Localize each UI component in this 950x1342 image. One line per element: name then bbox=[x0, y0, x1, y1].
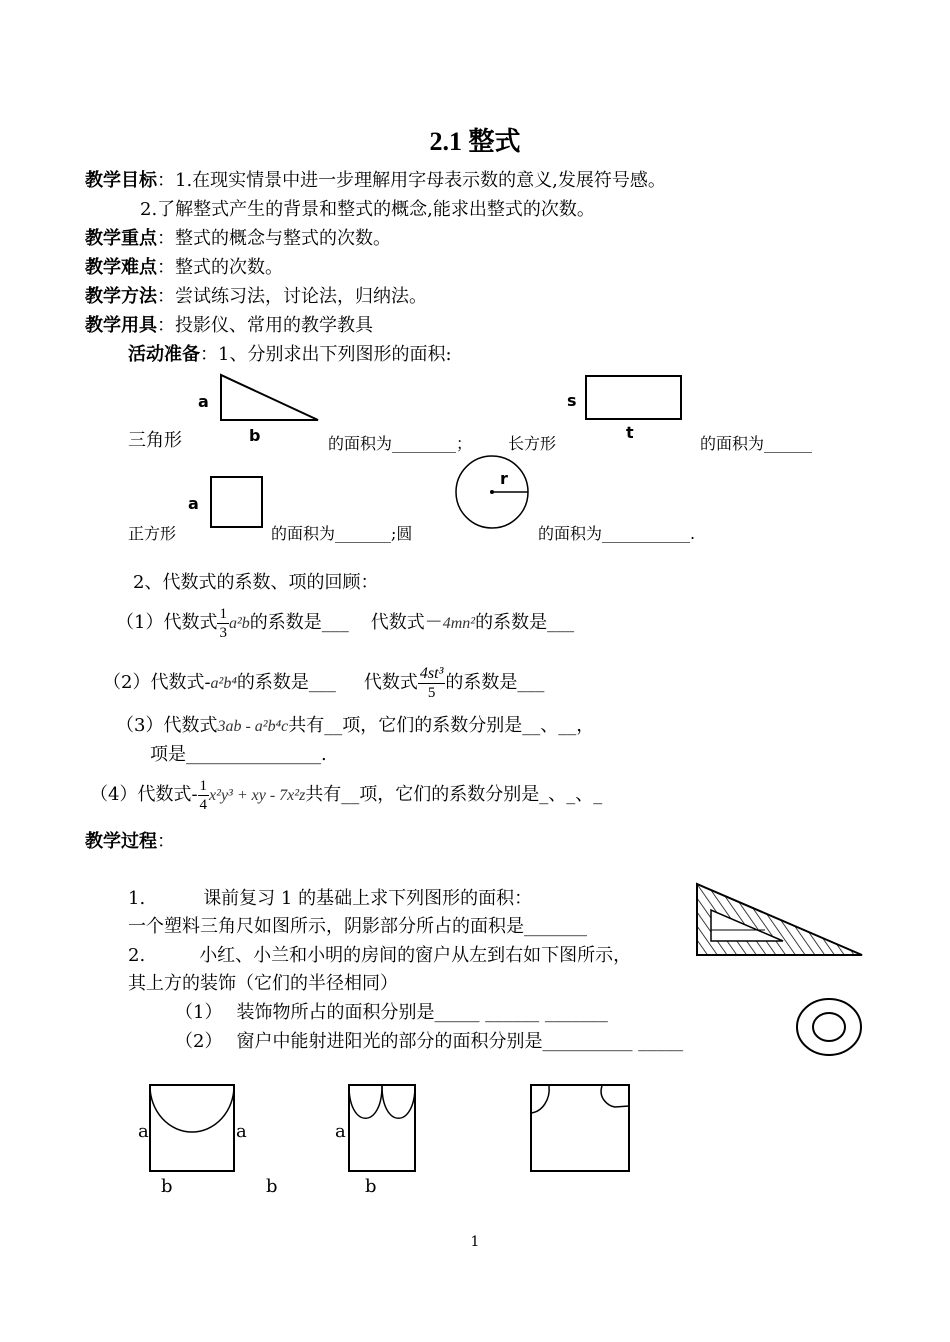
review-heading: 2、代数式的系数、项的回顾： bbox=[133, 572, 379, 593]
item-4-rest: 共有__项，它们的系数分别是_、_、_ bbox=[305, 784, 603, 805]
process-2-sub-2-num: （2） bbox=[175, 1031, 223, 1052]
item-2 bbox=[103, 663, 544, 704]
goal-line-1 bbox=[85, 170, 666, 192]
page-number: 1 bbox=[470, 1234, 480, 1250]
window-2-label-b-left: b bbox=[266, 1176, 278, 1197]
item-4-frac-num: 1 bbox=[199, 777, 208, 794]
rect-area: 的面积为______ bbox=[700, 434, 813, 453]
window-1-label-b: b bbox=[161, 1176, 173, 1197]
tools-label: 教学用具 bbox=[85, 315, 157, 336]
method-label: 教学方法 bbox=[85, 286, 157, 307]
window-3-figure bbox=[530, 1084, 632, 1174]
item-2-prefix: （2）代数式- bbox=[103, 672, 211, 693]
square-area: 的面积为_______;圆 bbox=[271, 524, 413, 543]
window-1-figure bbox=[149, 1084, 239, 1174]
window-2-label-b: b bbox=[365, 1176, 377, 1197]
item-2-expr: a²b⁴ bbox=[210, 675, 237, 692]
item-1-coef: 的系数是___ bbox=[249, 612, 349, 633]
process-1-num: 1. bbox=[128, 888, 146, 909]
rect-label-t: t bbox=[626, 423, 634, 442]
item-2-prefix-2: 代数式 bbox=[363, 672, 418, 693]
method-line bbox=[85, 286, 427, 308]
triangle-name: 三角形 bbox=[128, 430, 182, 451]
activity-q1: ：1、分别求出下列图形的面积: bbox=[200, 344, 452, 365]
rect-name: 长方形 bbox=[508, 434, 557, 453]
item-4-fraction bbox=[198, 777, 210, 814]
ring-decoration bbox=[796, 998, 866, 1058]
window-2-label-a: a bbox=[335, 1121, 346, 1142]
item-1-expr-2: 4mn² bbox=[442, 615, 476, 632]
key-line bbox=[85, 228, 391, 250]
item-2-coef: 的系数是___ bbox=[236, 672, 336, 693]
key-label: 教学重点 bbox=[85, 228, 157, 249]
item-1-expr: a²b bbox=[228, 615, 250, 632]
activity-label: 活动准备 bbox=[128, 344, 200, 365]
goal-line-2: 2.了解整式产生的背景和整式的概念,能求出整式的次数。 bbox=[140, 199, 595, 220]
item-1-prefix: （1）代数式 bbox=[116, 612, 218, 633]
triangle-label-b: b bbox=[249, 426, 261, 445]
item-4 bbox=[90, 775, 602, 816]
item-4-prefix: （4）代数式- bbox=[90, 784, 198, 805]
item-4-expr: x²y³ + xy - 7x²z bbox=[209, 787, 306, 804]
square-figure bbox=[210, 476, 270, 536]
process-2-line-2: 其上方的装饰（它们的半径相同） bbox=[128, 973, 398, 994]
process-2-sub-2-text: 窗户中能射进阳光的部分的面积分别是__________ _____ bbox=[236, 1031, 684, 1052]
item-2-frac-num: 4st³ bbox=[419, 664, 444, 682]
process-2-num: 2. bbox=[128, 945, 146, 966]
difficulty-text: ：整式的次数。 bbox=[157, 257, 283, 278]
item-3-prefix: （3）代数式 bbox=[116, 715, 218, 736]
item-1-prefix-2: 代数式－ bbox=[370, 612, 443, 633]
process-1-text: 课前复习 1 的基础上求下列图形的面积： bbox=[203, 888, 533, 909]
item-1-frac-num: 1 bbox=[219, 605, 227, 622]
method-text: ：尝试练习法，讨论法，归纳法。 bbox=[157, 286, 427, 307]
triangle-label-a: a bbox=[198, 392, 209, 411]
triangle-figure bbox=[218, 372, 338, 422]
circle-area: 的面积为___________. bbox=[538, 524, 696, 543]
difficulty-label: 教学难点 bbox=[85, 257, 157, 278]
goal-text-1: ：1.在现实情景中进一步理解用字母表示数的意义,发展符号感。 bbox=[157, 170, 666, 191]
process-2-sub-1 bbox=[175, 1002, 608, 1024]
item-4-frac-den: 4 bbox=[199, 796, 208, 813]
process-colon: ： bbox=[157, 831, 175, 852]
process-1-line-2: 一个塑料三角尺如图所示，阴影部分所占的面积是_______ bbox=[128, 916, 587, 937]
item-2-frac-den: 5 bbox=[427, 684, 436, 701]
tools-text: ：投影仪、常用的教学教具 bbox=[157, 315, 373, 336]
item-3-rest: 共有__项，它们的系数分别是__、__， bbox=[288, 715, 595, 736]
item-3-terms: 项是_______________. bbox=[150, 744, 327, 765]
rectangle-figure bbox=[585, 375, 685, 425]
process-label: 教学过程 bbox=[85, 831, 157, 852]
difficulty-line bbox=[85, 257, 283, 279]
rect-label-s: s bbox=[567, 391, 577, 410]
process-1 bbox=[128, 888, 532, 910]
item-3 bbox=[116, 715, 594, 738]
item-1-frac-den: 3 bbox=[219, 624, 227, 641]
page-title: 2.1 整式 bbox=[429, 127, 521, 156]
process-2-sub-2 bbox=[175, 1031, 683, 1053]
process-2 bbox=[128, 945, 631, 967]
item-1-fraction bbox=[217, 605, 229, 642]
window-2-figure bbox=[348, 1084, 418, 1174]
item-2-fraction bbox=[418, 665, 445, 702]
goal-label: 教学目标 bbox=[85, 170, 157, 191]
set-square-figure bbox=[695, 882, 870, 962]
window-1-label-a-right: a bbox=[236, 1121, 247, 1142]
circle-figure bbox=[454, 454, 534, 534]
square-name: 正方形 bbox=[128, 524, 177, 543]
item-1-coef-2: 的系数是___ bbox=[475, 612, 575, 633]
window-1-label-a-left: a bbox=[138, 1121, 149, 1142]
activity-line bbox=[128, 344, 452, 366]
process-heading bbox=[85, 831, 175, 853]
process-2-sub-1-text: 装饰物所占的面积分别是_____ ______ _______ bbox=[236, 1002, 608, 1023]
item-1 bbox=[116, 603, 574, 644]
triangle-area: 的面积为________； bbox=[328, 434, 473, 453]
process-2-text: 小红、小兰和小明的房间的窗户从左到右如下图所示， bbox=[199, 945, 632, 966]
process-2-sub-1-num: （1） bbox=[175, 1002, 223, 1023]
circle-label-r: r bbox=[500, 469, 508, 488]
item-2-coef-2: 的系数是___ bbox=[445, 672, 545, 693]
tools-line bbox=[85, 315, 373, 337]
item-3-expr: 3ab - a²b⁴c bbox=[217, 718, 289, 735]
key-text: ：整式的概念与整式的次数。 bbox=[157, 228, 391, 249]
square-label-a: a bbox=[188, 494, 199, 513]
